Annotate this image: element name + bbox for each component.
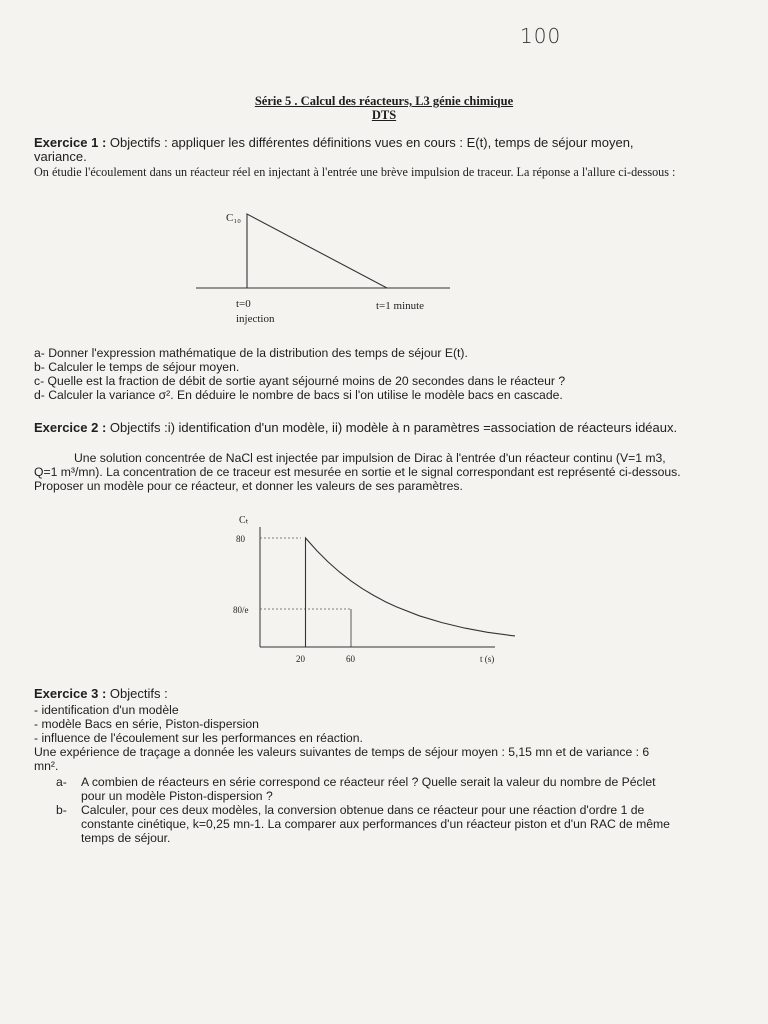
exercise-1-heading [34, 136, 674, 164]
chart-1 [190, 200, 450, 330]
chart-1-annotation: injection [236, 313, 275, 325]
exercise-3-objectives-label: Objectifs : [109, 686, 168, 701]
question-1d: d- Calculer la variance σ². En déduire le nombre de bacs si l'on utilise le modèle bacs en cascade. [34, 388, 563, 402]
exercise-1-objectives: Objectifs : appliquer les différentes définitions vues en cours : E(t), temps de séjour moyen, variance. [34, 135, 634, 164]
chart-1-xlabel-1: t=1 minute [376, 300, 425, 312]
exercise-1-label: Exercice 1 : [34, 135, 107, 150]
chart-1-curve [247, 214, 450, 288]
objective-item: - influence de l'écoulement sur les performances en réaction. [34, 731, 363, 745]
chart-1-xlabel-0: t=0 [236, 298, 251, 310]
exercise-3-questions [34, 775, 674, 845]
chart-2-curve [260, 538, 515, 647]
exercise-3-objectives [34, 703, 684, 745]
chart-2-ytick-80: 80 [236, 534, 245, 544]
exercise-1-intro: On étudie l'écoulement dans un réacteur réel en injectant à l'entrée une brève impulsion de traceur. La réponse a l'allure ci-dessous : [34, 165, 676, 179]
chart-2 [225, 505, 515, 670]
series-subtitle: DTS [371, 108, 397, 122]
chart-2-ylabel: Cₜ [239, 515, 249, 526]
chart-2-xlabel: t (s) [480, 654, 495, 664]
question-1c: c- Quelle est la fraction de débit de sortie ayant séjourné moins de 20 secondes dans le réacteur ? [34, 374, 566, 388]
question-1a: a- Donner l'expression mathématique de la distribution des temps de séjour E(t). [34, 346, 468, 360]
series-title: Série 5 . Calcul des réacteurs, L3 génie chimique [254, 94, 514, 108]
exercise-2-objectives: Objectifs :i) identification d'un modèle, ii) modèle à n paramètres =association de réacteurs idéaux. [109, 420, 678, 435]
exercise-3-text: Une expérience de traçage a donnée les valeurs suivantes de temps de séjour moyen : 5,15 mn et de variance : 6 mn². [34, 745, 650, 773]
chart-2-ytick-80e: 80/e [233, 605, 249, 615]
question-1b: b- Calculer le temps de séjour moyen. [34, 360, 240, 374]
exercise-2-label: Exercice 2 : [34, 420, 107, 435]
question-3b [34, 803, 674, 845]
question-text: Calculer, pour ces deux modèles, la conversion obtenue dans ce réacteur pour une réaction d'ordre 1 de constante cinétique, k=0,25 mn-1. La comparer aux performances d'un réacteur piston et d'un RAC de même temps de séjour. [81, 803, 670, 845]
exercise-3-heading [34, 687, 684, 701]
exercise-3-label: Exercice 3 : [34, 686, 107, 701]
exercise-2-heading [34, 421, 684, 435]
objective-item: - modèle Bacs en série, Piston-dispersion [34, 717, 259, 731]
question-marker: a- [56, 775, 67, 789]
page-number: 100 [520, 24, 562, 48]
question-text: A combien de réacteurs en série correspond ce réacteur réel ? Quelle serait la valeur du nombre de Péclet pour un modèle Piston-dispersion ? [81, 775, 656, 803]
chart-2-xtick-20: 20 [296, 654, 305, 664]
objective-item: - identification d'un modèle [34, 703, 179, 717]
exercise-2-text: Une solution concentrée de NaCl est injectée par impulsion de Dirac à l'entrée d'un réacteur continu (V=1 m3, Q=1 m³/mn). La concentration de ce traceur est mesurée en sortie et le signal correspondant est représenté ci-dessous. Proposer un modèle pour ce réacteur, et donner les valeurs de ses paramètres. [34, 451, 681, 493]
question-marker: b- [56, 803, 67, 817]
chart-2-xtick-60: 60 [346, 654, 355, 664]
chart-1-ylabel: C₁₀ [226, 212, 242, 224]
exercise-1-questions [34, 346, 694, 402]
question-3a [34, 775, 674, 803]
